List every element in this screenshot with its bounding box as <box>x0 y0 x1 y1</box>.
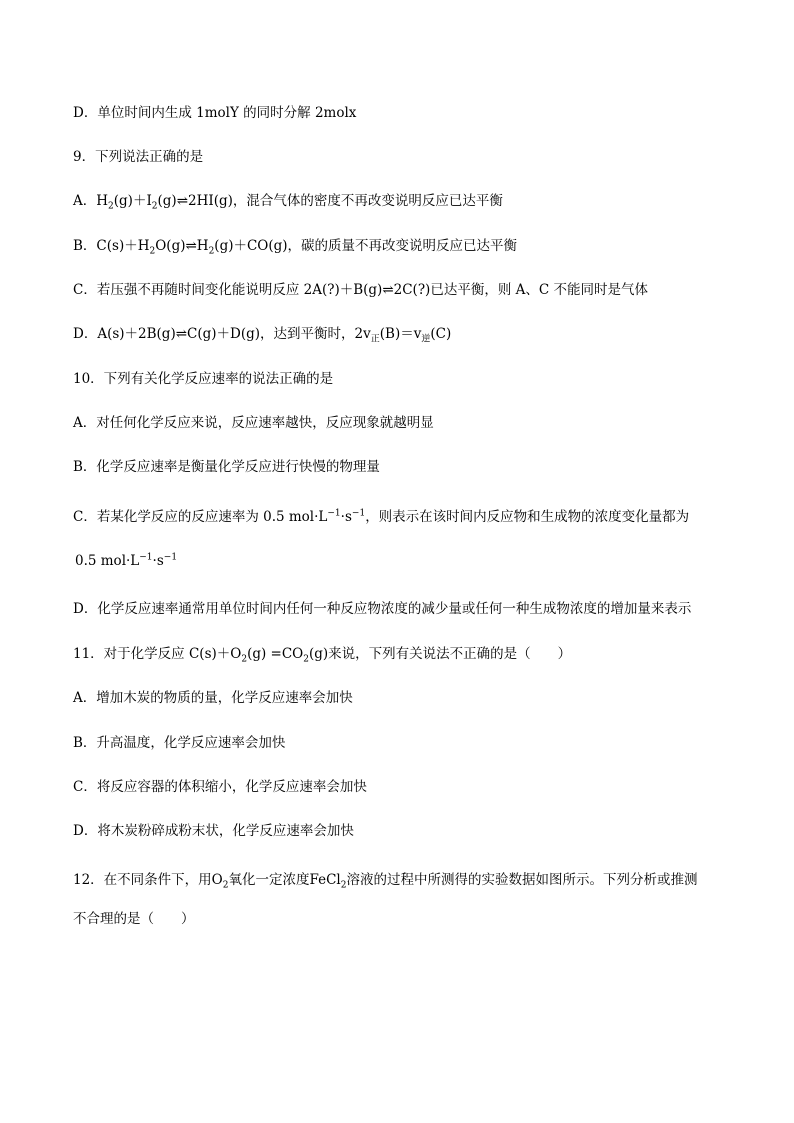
text-segment: 12．在不同条件下，用O <box>73 872 223 888</box>
text-segment: 11．对于化学反应 C(s)＋O <box>73 646 242 662</box>
text-segment: 溶液的过程中所测得的实验数据如图所示。下列分析或推测 <box>346 872 698 888</box>
question-11-option-d <box>73 822 734 840</box>
subscript-text: 2 <box>303 654 309 665</box>
question-10-option-d <box>73 600 734 618</box>
text-segment: A．H <box>73 193 109 209</box>
text-segment: D．单位时间内生成 1molY 的同时分解 2molx <box>73 105 357 121</box>
text-segment: (g)＋I <box>113 193 152 209</box>
text-segment: A．增加木炭的物质的量，化学反应速率会加快 <box>73 690 353 706</box>
question-9-option-d <box>73 325 734 343</box>
subscript-text: 2 <box>208 246 215 257</box>
text-segment: B．化学反应速率是衡量化学反应进行快慢的物理量 <box>73 459 380 475</box>
question-11-stem <box>73 645 734 663</box>
question-8-option-d <box>73 104 734 122</box>
question-9-stem <box>73 148 734 166</box>
question-12-stem <box>73 871 734 889</box>
question-9-option-c <box>73 281 734 299</box>
superscript-text: −1 <box>139 552 153 563</box>
question-10-option-c-continued <box>75 552 734 570</box>
text-segment: D．化学反应速率通常用单位时间内任何一种反应物浓度的减少量或任何一种生成物浓度的增加量来表示 <box>73 601 692 617</box>
text-segment: ，则表示在该时间内反应物和生成物的浓度变化量都为 <box>365 509 690 525</box>
text-segment: D．将木炭粉碎成粉末状，化学反应速率会加快 <box>73 823 354 839</box>
question-12-stem-continued <box>73 910 734 928</box>
text-segment: C．若某化学反应的反应速率为 0.5 mol·L <box>73 509 328 525</box>
text-segment: 10．下列有关化学反应速率的说法正确的是 <box>73 371 334 387</box>
subscript-text: 2 <box>151 201 158 212</box>
text-segment: D．A(s)＋2B(g)⇌C(g)＋D(g)，达到平衡时，2v <box>73 326 371 342</box>
question-10-option-c <box>73 508 734 526</box>
text-segment: O(g)⇌H <box>155 238 209 254</box>
subscript-text: 2 <box>222 880 229 891</box>
text-segment: 氧化一定浓度FeCl <box>228 872 341 888</box>
text-segment: (C) <box>430 326 452 342</box>
text-segment: 0.5 mol·L <box>75 553 140 569</box>
question-10-option-b <box>73 458 734 476</box>
question-9-option-b <box>73 237 734 255</box>
text-segment: C．将反应容器的体积缩小，化学反应速率会加快 <box>73 779 367 795</box>
subscript-text: 2 <box>241 654 248 665</box>
text-segment: (B)＝v <box>379 326 422 342</box>
superscript-text: −1 <box>163 552 178 563</box>
question-9-option-a <box>73 192 734 210</box>
subscript-text: 逆 <box>421 334 431 345</box>
text-segment: (g)＋CO(g)，碳的质量不再改变说明反应已达平衡 <box>214 238 518 254</box>
text-segment: (g)来说，下列有关说法不正确的是（ ） <box>308 646 572 662</box>
text-segment: ·s <box>152 553 164 569</box>
text-segment: ·s <box>340 509 352 525</box>
superscript-text: −1 <box>327 508 341 519</box>
text-segment: (g)⇌2HI(g)，混合气体的密度不再改变说明反应已达平衡 <box>157 193 503 209</box>
subscript-text: 正 <box>370 334 380 345</box>
question-10-option-a <box>73 414 734 432</box>
subscript-text: 2 <box>149 246 156 257</box>
text-segment: B．C(s)＋H <box>73 238 150 254</box>
text-segment: (g) =CO <box>247 646 304 662</box>
question-11-option-b <box>73 734 734 752</box>
superscript-text: −1 <box>351 508 366 519</box>
subscript-text: 2 <box>108 201 114 212</box>
text-segment: 不合理的是（ ） <box>73 911 195 927</box>
subscript-text: 2 <box>340 880 347 891</box>
question-11-option-a <box>73 689 734 707</box>
question-11-option-c <box>73 778 734 796</box>
text-segment: B．升高温度，化学反应速率会加快 <box>73 735 286 751</box>
text-segment: 9．下列说法正确的是 <box>73 149 204 165</box>
question-10-stem <box>73 370 734 388</box>
text-segment: C．若压强不再随时间变化能说明反应 2A(?)＋B(g)⇌2C(?)已达平衡，则 A、C 不能同时是气体 <box>73 282 648 298</box>
text-segment: A．对任何化学反应来说，反应速率越快，反应现象就越明显 <box>73 415 434 431</box>
